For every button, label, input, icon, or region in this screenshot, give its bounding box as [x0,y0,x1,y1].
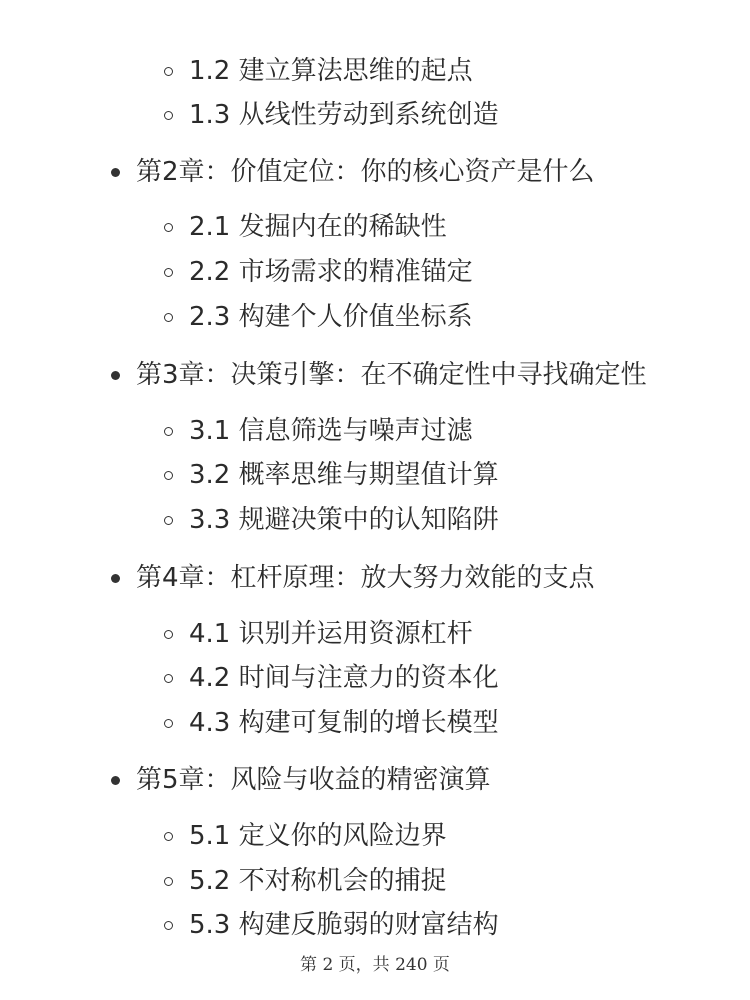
toc-section-text: 3.2 概率思维与期望值计算 [189,460,499,490]
toc-section-item [164,706,499,740]
toc-section-text: 4.1 识别并运用资源杠杆 [189,619,473,649]
toc-section-item [164,54,473,88]
toc-section-text: 2.2 市场需求的精准锚定 [189,257,473,287]
toc-section-item [164,503,499,537]
toc-section-text: 5.2 不对称机会的捕捉 [189,866,447,896]
toc-chapter-text: 第3章：决策引擎：在不确定性中寻找确定性 [136,360,647,390]
toc-section-item [164,864,447,898]
toc-section-item [164,458,499,492]
toc-chapter-item [111,561,595,595]
circle-bullet-icon [164,223,173,232]
toc-chapter-text: 第2章：价值定位：你的核心资产是什么 [136,157,595,187]
toc-section-text: 5.3 构建反脆弱的财富结构 [189,910,499,940]
circle-bullet-icon [164,313,173,322]
circle-bullet-icon [164,268,173,277]
toc-section-text: 2.1 发掘内在的稀缺性 [189,212,447,242]
toc-section-item [164,661,499,695]
toc-section-text: 3.3 规避决策中的认知陷阱 [189,505,499,535]
circle-bullet-icon [164,427,173,436]
toc-section-text: 1.2 建立算法思维的起点 [189,56,473,86]
circle-bullet-icon [164,67,173,76]
circle-bullet-icon [164,877,173,886]
toc-section-item [164,98,499,132]
disc-bullet-icon [111,574,120,583]
circle-bullet-icon [164,516,173,525]
toc-chapter-item [111,155,595,189]
toc-section-text: 4.2 时间与注意力的资本化 [189,663,499,693]
circle-bullet-icon [164,832,173,841]
toc-section-text: 2.3 构建个人价值坐标系 [189,302,473,332]
toc-section-text: 4.3 构建可复制的增长模型 [189,708,499,738]
circle-bullet-icon [164,921,173,930]
toc-section-item [164,414,473,448]
toc-section-text: 3.1 信息筛选与噪声过滤 [189,416,473,446]
toc-section-text: 5.1 定义你的风险边界 [189,821,447,851]
toc-chapter-item [111,763,491,797]
circle-bullet-icon [164,674,173,683]
circle-bullet-icon [164,111,173,120]
toc-section-item [164,819,447,853]
circle-bullet-icon [164,630,173,639]
disc-bullet-icon [111,776,120,785]
circle-bullet-icon [164,471,173,480]
page-number-footer: 第 2 页，共 240 页 [300,955,450,975]
circle-bullet-icon [164,719,173,728]
toc-section-item [164,908,499,942]
toc-chapter-item [111,358,647,392]
toc-section-item [164,255,473,289]
disc-bullet-icon [111,168,120,177]
toc-chapter-text: 第4章：杠杆原理：放大努力效能的支点 [136,563,595,593]
toc-chapter-text: 第5章：风险与收益的精密演算 [136,765,491,795]
disc-bullet-icon [111,371,120,380]
toc-section-item [164,300,473,334]
toc-section-item [164,210,447,244]
toc-section-item [164,617,473,651]
toc-section-text: 1.3 从线性劳动到系统创造 [189,100,499,130]
